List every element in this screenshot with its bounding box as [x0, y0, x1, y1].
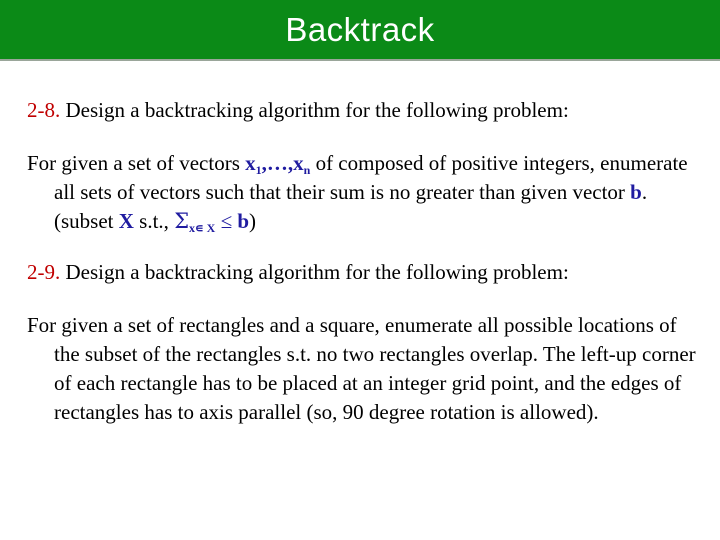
body-text: s.t.,	[133, 209, 175, 233]
page-title: Backtrack	[285, 10, 435, 48]
vector-xn: $x_n$	[293, 151, 311, 177]
body-text: . (subset	[54, 180, 648, 233]
problem-2-8-heading	[27, 96, 697, 125]
vector-x1: $x_1$	[245, 151, 262, 177]
sum-subscript: x∊ X	[189, 221, 216, 235]
body-text: For given a set of vectors	[27, 151, 246, 175]
vector-b: b	[237, 209, 250, 233]
body-text: )	[249, 209, 257, 233]
sigma-symbol: Σ	[174, 209, 190, 233]
problem-number: 2-8.	[27, 98, 61, 122]
title-bar	[0, 0, 720, 61]
problem-2-8-body	[27, 149, 697, 236]
problem-2-9-body: For given a set of rectangles and a square, enumerate all possible locations of the subset of the rectangles s.t. no two rectangles overlap. The left-up corner of each rectangle has to be placed at an integer grid point, and the edges of rectangles has to axis parallel (so, 90 degree rotation is allowed).	[27, 313, 696, 424]
problem-number: 2-9.	[27, 260, 61, 284]
problem-statement: Design a backtracking algorithm for the following problem:	[60, 260, 569, 284]
ellipsis: ,…,	[261, 151, 294, 175]
problem-statement: Design a backtracking algorithm for the following problem:	[60, 98, 569, 122]
leq-symbol: ≤	[215, 209, 238, 233]
set-X: X	[118, 209, 134, 233]
slide-content	[27, 96, 697, 427]
problem-2-9-heading	[27, 258, 697, 287]
vector-b: b	[630, 180, 642, 204]
body-text: of composed of positive integers, enumerate all sets of vectors such that their sum is no greater than given vector	[54, 151, 688, 204]
